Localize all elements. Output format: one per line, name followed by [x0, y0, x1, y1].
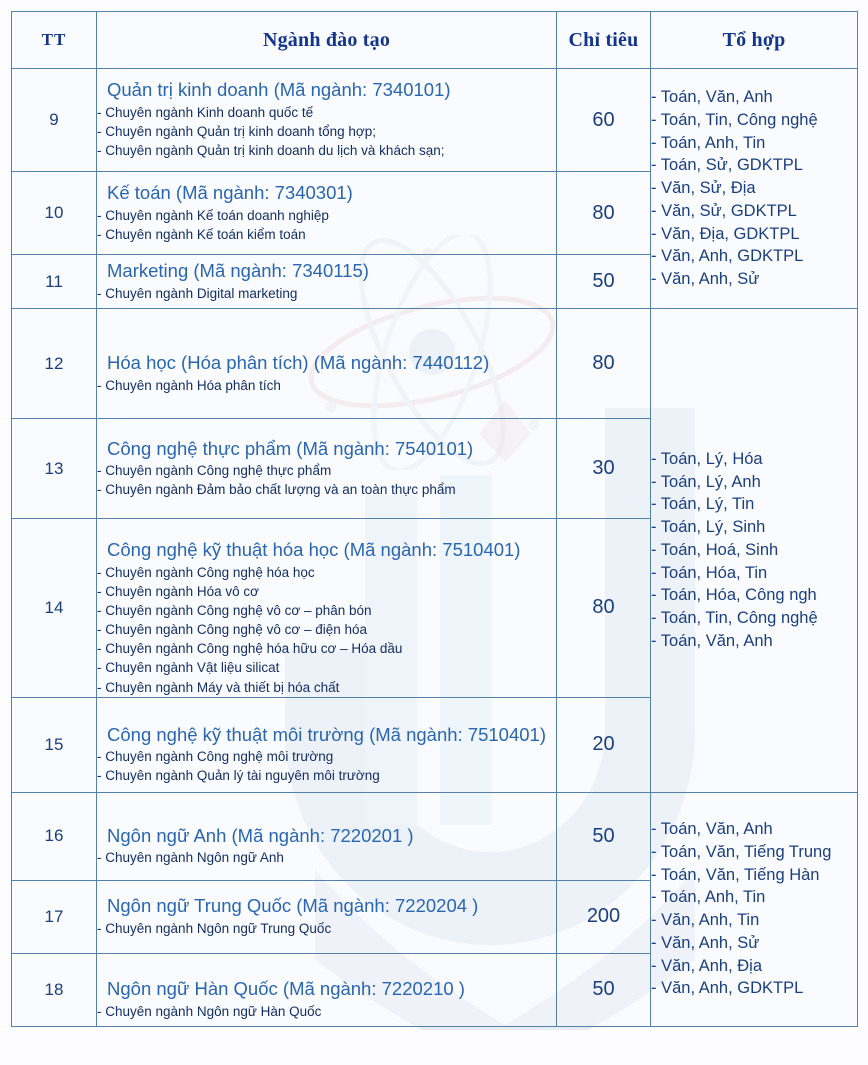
row-index-cell: 12: [12, 309, 97, 419]
specialization-list: [97, 747, 556, 785]
specialization-item: - Chuyên ngành Quản trị kinh doanh du lịch và khách sạn;: [97, 141, 556, 160]
quota-cell: 60: [557, 69, 651, 172]
subject-combination-list: [651, 818, 857, 1000]
table-header: [12, 12, 858, 69]
subject-combination-item: - Toán, Lý, Tin: [651, 493, 857, 516]
program-cell: [97, 519, 557, 698]
subject-combination-item: - Toán, Văn, Anh: [651, 86, 857, 109]
subject-combination-item: - Văn, Anh, Sử: [651, 932, 857, 955]
specialization-list: [97, 1002, 556, 1021]
specialization-item: - Chuyên ngành Ngôn ngữ Trung Quốc: [97, 919, 556, 938]
column-header-combo: Tổ hợp: [651, 12, 858, 69]
subject-combination-item: - Toán, Anh, Tin: [651, 886, 857, 909]
row-index-cell: 16: [12, 792, 97, 880]
quota-cell: 80: [557, 519, 651, 698]
subject-combination-item: - Toán, Hoá, Sinh: [651, 539, 857, 562]
quota-cell: 50: [557, 792, 651, 880]
subject-combination-item: - Văn, Anh, Địa: [651, 955, 857, 978]
subject-combination-item: - Văn, Sử, GDKTPL: [651, 200, 857, 223]
subject-combination-item: - Toán, Văn, Tiếng Trung: [651, 841, 857, 864]
program-cell: [97, 880, 557, 953]
specialization-item: - Chuyên ngành Công nghệ môi trường: [97, 747, 556, 766]
subject-combination-item: - Toán, Lý, Sinh: [651, 516, 857, 539]
row-index-cell: 14: [12, 519, 97, 698]
program-title: Hóa học (Hóa phân tích) (Mã ngành: 7440112): [107, 352, 490, 374]
subject-combination-cell: [651, 69, 858, 309]
table-body: [12, 69, 858, 1027]
quota-cell: 30: [557, 419, 651, 519]
specialization-item: - Chuyên ngành Hóa vô cơ: [97, 582, 556, 601]
subject-combination-item: - Văn, Anh, GDKTPL: [651, 245, 857, 268]
subject-combination-item: - Toán, Anh, Tin: [651, 132, 857, 155]
quota-cell: 50: [557, 953, 651, 1026]
table-row: [12, 69, 858, 172]
admission-table: [11, 11, 858, 1027]
subject-combination-item: - Văn, Anh, GDKTPL: [651, 977, 857, 1000]
program-cell: [97, 255, 557, 309]
subject-combination-item: - Toán, Hóa, Tin: [651, 562, 857, 585]
row-index-cell: 9: [12, 69, 97, 172]
program-title: Marketing (Mã ngành: 7340115): [107, 260, 369, 282]
program-title: Quản trị kinh doanh (Mã ngành: 7340101): [107, 79, 451, 101]
specialization-list: [97, 103, 556, 160]
specialization-item: - Chuyên ngành Vật liệu silicat: [97, 658, 556, 677]
subject-combination-item: - Toán, Lý, Hóa: [651, 448, 857, 471]
program-title: Ngôn ngữ Hàn Quốc (Mã ngành: 7220210 ): [107, 978, 465, 1000]
specialization-item: - Chuyên ngành Quản lý tài nguyên môi trường: [97, 766, 556, 785]
column-header-name: Ngành đào tạo: [97, 12, 557, 69]
specialization-list: [97, 919, 556, 938]
row-index-cell: 10: [12, 172, 97, 255]
specialization-list: [97, 284, 556, 303]
specialization-item: - Chuyên ngành Công nghệ hóa hữu cơ – Hóa dầu: [97, 639, 556, 658]
program-cell: [97, 309, 557, 419]
subject-combination-item: - Văn, Sử, Địa: [651, 177, 857, 200]
subject-combination-item: - Toán, Hóa, Công ngh: [651, 584, 857, 607]
subject-combination-item: - Toán, Tin, Công nghệ: [651, 109, 857, 132]
subject-combination-cell: [651, 792, 858, 1026]
program-title: Ngôn ngữ Trung Quốc (Mã ngành: 7220204 ): [107, 895, 479, 917]
specialization-list: [97, 563, 556, 697]
specialization-item: - Chuyên ngành Công nghệ vô cơ – điện hóa: [97, 620, 556, 639]
specialization-list: [97, 848, 556, 867]
header-row: [12, 12, 858, 69]
column-header-tt: TT: [12, 12, 97, 69]
specialization-item: - Chuyên ngành Công nghệ hóa học: [97, 563, 556, 582]
specialization-item: - Chuyên ngành Công nghệ vô cơ – phân bón: [97, 601, 556, 620]
program-title: Công nghệ kỹ thuật môi trường (Mã ngành: 7510401): [107, 723, 546, 745]
subject-combination-item: - Toán, Sử, GDKTPL: [651, 154, 857, 177]
quota-cell: 80: [557, 172, 651, 255]
row-index-cell: 18: [12, 953, 97, 1026]
specialization-item: - Chuyên ngành Máy và thiết bị hóa chất: [97, 678, 556, 697]
subject-combination-item: - Văn, Anh, Tin: [651, 909, 857, 932]
subject-combination-item: - Toán, Tin, Công nghệ: [651, 607, 857, 630]
subject-combination-item: - Văn, Địa, GDKTPL: [651, 223, 857, 246]
row-index-cell: 17: [12, 880, 97, 953]
table-row: [12, 309, 858, 419]
quota-cell: 80: [557, 309, 651, 419]
program-cell: [97, 69, 557, 172]
program-cell: [97, 419, 557, 519]
row-index-cell: 11: [12, 255, 97, 309]
subject-combination-list: [651, 86, 857, 291]
specialization-item: - Chuyên ngành Đảm bảo chất lượng và an toàn thực phẩm: [97, 480, 556, 499]
specialization-item: - Chuyên ngành Digital marketing: [97, 284, 556, 303]
quota-cell: 200: [557, 880, 651, 953]
program-cell: [97, 953, 557, 1026]
column-header-quota: Chỉ tiêu: [557, 12, 651, 69]
subject-combination-item: - Toán, Lý, Anh: [651, 471, 857, 494]
program-title: Công nghệ kỹ thuật hóa học (Mã ngành: 7510401): [107, 539, 521, 560]
specialization-item: - Chuyên ngành Quản trị kinh doanh tổng hợp;: [97, 122, 556, 141]
subject-combination-cell: [651, 309, 858, 793]
specialization-list: [97, 376, 556, 395]
specialization-item: - Chuyên ngành Hóa phân tích: [97, 376, 556, 395]
program-title: Kế toán (Mã ngành: 7340301): [107, 182, 353, 204]
program-cell: [97, 172, 557, 255]
specialization-item: - Chuyên ngành Công nghệ thực phẩm: [97, 461, 556, 480]
program-cell: [97, 697, 557, 792]
program-title: Ngôn ngữ Anh (Mã ngành: 7220201 ): [107, 824, 414, 846]
row-index-cell: 15: [12, 697, 97, 792]
specialization-item: - Chuyên ngành Kế toán kiểm toán: [97, 225, 556, 244]
specialization-list: [97, 461, 556, 499]
specialization-list: [97, 206, 556, 244]
quota-cell: 20: [557, 697, 651, 792]
specialization-item: - Chuyên ngành Ngôn ngữ Hàn Quốc: [97, 1002, 556, 1021]
table-row: [12, 792, 858, 880]
subject-combination-item: - Văn, Anh, Sử: [651, 268, 857, 291]
subject-combination-list: [651, 448, 857, 653]
subject-combination-item: - Toán, Văn, Tiếng Hàn: [651, 864, 857, 887]
program-cell: [97, 792, 557, 880]
specialization-item: - Chuyên ngành Kinh doanh quốc tế: [97, 103, 556, 122]
specialization-item: - Chuyên ngành Ngôn ngữ Anh: [97, 848, 556, 867]
subject-combination-item: - Toán, Văn, Anh: [651, 818, 857, 841]
specialization-item: - Chuyên ngành Kế toán doanh nghiệp: [97, 206, 556, 225]
subject-combination-item: - Toán, Văn, Anh: [651, 630, 857, 653]
program-title: Công nghệ thực phẩm (Mã ngành: 7540101): [107, 437, 474, 459]
quota-cell: 50: [557, 255, 651, 309]
row-index-cell: 13: [12, 419, 97, 519]
